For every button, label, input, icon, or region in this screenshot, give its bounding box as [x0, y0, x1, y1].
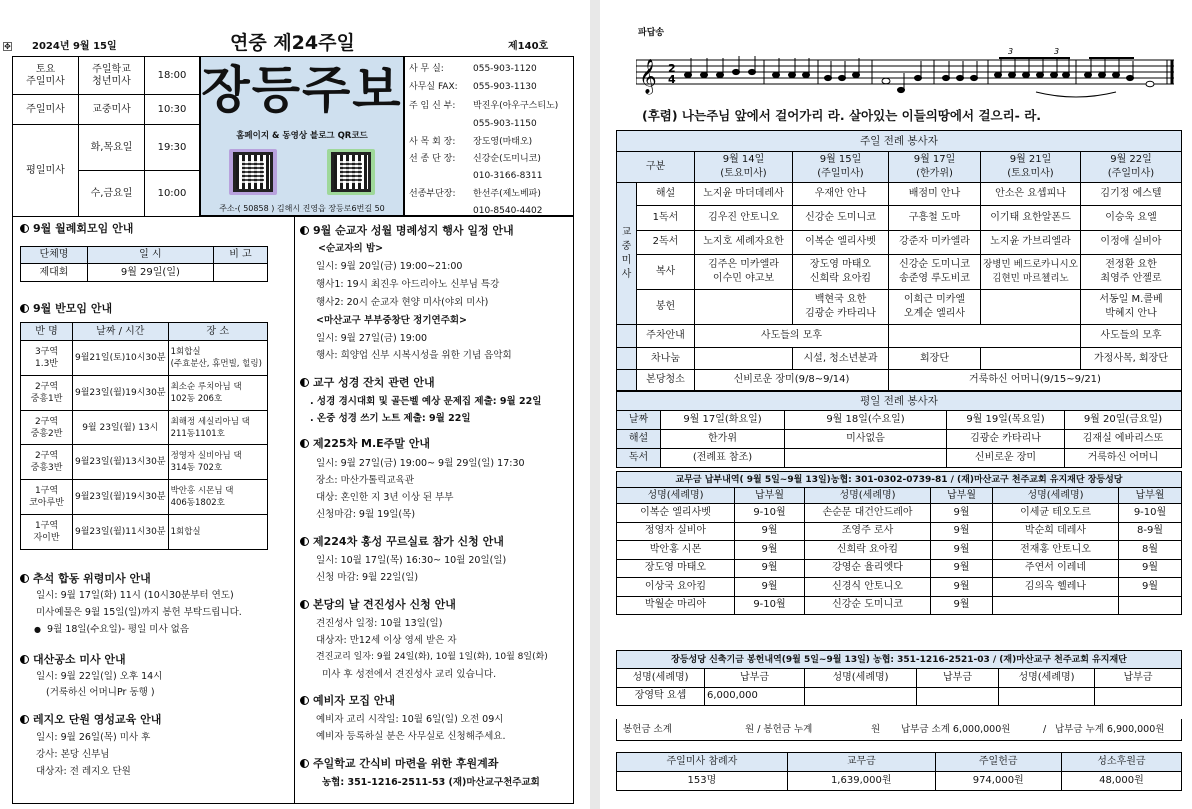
table-cell: 9월23일(월)11시30분 — [73, 515, 169, 550]
table-cell: 박안홍 시몬님 댁 406동1802호 — [168, 480, 267, 515]
section-title: 제225차 M.E주말 안내 — [300, 437, 430, 450]
table-cell: 제대회 — [21, 264, 88, 282]
table-header: 교무금 — [787, 753, 935, 772]
table-cell: 9월21일(토)10시30분 — [73, 341, 169, 376]
dues-cell: 8-9월 — [1119, 522, 1182, 541]
server-cell: 이희근 미카엘 오계순 엘리사 — [889, 290, 981, 325]
notice-line: 예비자 등록하실 분은 사무실로 신청해주세요. — [316, 731, 506, 742]
bullet-icon — [300, 759, 309, 768]
server-cell: 시설, 청소년분과 — [793, 347, 889, 370]
notice-line: 강사: 본당 신부님 — [36, 749, 110, 760]
bullet-icon — [300, 696, 309, 705]
dues-cell: 이세균 테오도르 — [993, 504, 1119, 523]
parish-address: 주소-( 50858 ) 김해시 진영읍 장등로6번길 50 — [219, 204, 385, 213]
server-cell: 한가위 — [661, 430, 785, 449]
mass-cell: 토요 주일미사 — [13, 57, 79, 95]
summary-text: 납부금 누계 6,900,000원 — [1055, 724, 1165, 735]
contact-value: 장도영(마태오) — [473, 137, 533, 147]
dues-cell: 김의옥 헬레나 — [993, 578, 1119, 597]
date-header: 9월 15일 (주일미사) — [793, 151, 889, 183]
fund-cell — [999, 687, 1095, 705]
mass-time: 19:30 — [145, 125, 200, 171]
mass-side-label: 교 중 미 사 — [617, 183, 637, 325]
date-header: 9월 21일 (토요미사) — [981, 151, 1081, 183]
dues-cell: 9월 — [735, 578, 805, 597]
contact-value: 010-3166-8311 — [473, 171, 543, 181]
role-label: 독서 — [617, 449, 661, 468]
issue-number: 제140호 — [508, 41, 549, 52]
server-cell: 신강순 도미니코 — [793, 205, 889, 230]
server-cell: 9월 17일(화요일) — [661, 411, 785, 430]
dues-cell: 이복순 엘리사벳 — [617, 504, 735, 523]
table-cell: 9월23일(월)19시30분 — [73, 480, 169, 515]
contact-value: 박진우(아우구스티노) — [473, 101, 559, 111]
role-label: 해설 — [617, 430, 661, 449]
date-header: 9월 22일 (주일미사) — [1081, 151, 1182, 183]
table-title: 평일 전례 봉사자 — [617, 392, 1182, 411]
right-page — [600, 0, 1192, 809]
section-title: 레지오 단원 영성교육 안내 — [20, 713, 161, 726]
server-cell: 신비로운 장미 — [947, 449, 1065, 468]
server-cell: 9월 20일(금요일) — [1065, 411, 1182, 430]
table-cell: 3구역 1.3반 — [21, 341, 73, 376]
notice-line: . 성경 경시대회 및 골든벨 예상 문제집 제출: 9월 22일 — [310, 396, 542, 407]
dues-cell: 9-10월 — [735, 504, 805, 523]
role-label: 복사 — [637, 255, 695, 290]
server-cell: 9월 19일(목요일) — [947, 411, 1065, 430]
dues-cell: 9월 — [931, 504, 993, 523]
server-cell — [981, 290, 1081, 325]
server-cell: 가정사목, 회장단 — [1081, 347, 1182, 370]
contact-value: 한선주(제노베파) — [473, 189, 541, 199]
section-title: 본당의 날 견진성사 신청 안내 — [300, 598, 456, 611]
server-cell: 미사없음 — [785, 430, 947, 449]
server-cell: 김광순 카타리나 — [947, 430, 1065, 449]
table-header: 납부월 — [735, 488, 805, 504]
homepage-qr-code[interactable] — [229, 149, 277, 195]
left-page — [0, 0, 590, 809]
role-label: 주차안내 — [637, 325, 695, 348]
summary-text: 납부금 소계 6,000,000원 — [901, 724, 1011, 735]
server-cell: 이승욱 요엘 — [1081, 205, 1182, 230]
dues-cell: 9월 — [735, 522, 805, 541]
table-header: 주일헌금 — [935, 753, 1061, 772]
liturgical-week: 연중 제24주일 — [230, 32, 355, 54]
move-handle-icon[interactable]: ✥ — [4, 42, 11, 51]
summary-text: / — [1043, 724, 1047, 735]
contact-block — [404, 56, 574, 216]
contact-value: 신강순(도미니코) — [473, 154, 541, 164]
bullet-icon — [300, 600, 309, 609]
dues-cell: 9월 — [1119, 559, 1182, 578]
dues-cell: 9월 — [1119, 578, 1182, 597]
server-cell: 신강순 도미니코 송준영 루도비코 — [889, 255, 981, 290]
table-header: 성명(세례명) — [805, 488, 931, 504]
notice-line: 미사 후 성전에서 견진성사 교리 있습니다. — [322, 669, 497, 680]
server-cell: 이기태 요한알폰드 — [981, 205, 1081, 230]
contact-label: 선종부단장: — [409, 189, 456, 199]
bulletin-title: 장등주보 — [201, 61, 403, 119]
section-title: 주일학교 간식비 마련을 위한 후원계좌 — [300, 757, 498, 770]
notice-line: 신청마감: 9월 19일(목) — [316, 509, 416, 520]
server-cell: 구흥철 도마 — [889, 205, 981, 230]
role-label: 날짜 — [617, 411, 661, 430]
contact-label: 주 임 신 부: — [409, 101, 456, 111]
notice-line: 장소: 마산가톨릭교육관 — [316, 475, 414, 486]
mass-cell: 수,금요일 — [79, 171, 145, 217]
dues-cell: 신경식 안토니오 — [805, 578, 931, 597]
role-label: 봉헌 — [637, 290, 695, 325]
dues-cell: 9월 — [735, 541, 805, 560]
server-cell: 거룩하신 어머니 — [1065, 449, 1182, 468]
summary-text: 원 / 봉헌금 누계 — [745, 724, 813, 735]
svg-text:4: 4 — [668, 73, 676, 86]
dues-cell: 9월 — [931, 578, 993, 597]
section-title: 제224차 홍성 꾸르실료 참가 신청 안내 — [300, 535, 504, 548]
table-header: 비 고 — [213, 247, 267, 264]
bullet-icon — [300, 537, 309, 546]
bullet-icon — [300, 439, 309, 448]
treble-clef-icon: 𝄞 — [639, 59, 657, 94]
table-title: 주일 전례 봉사자 — [617, 131, 1182, 152]
server-cell: 노지윤 마더데레사 — [695, 183, 793, 206]
server-cell: 사도들의 모후 — [1081, 325, 1182, 348]
notice-line: <마산교구 부부중창단 정기연주회> — [316, 315, 468, 326]
notice-line: ● 9월 18일(수요일)- 평일 미사 없음 — [34, 624, 190, 635]
mass-schedule-table — [12, 56, 200, 217]
role-label: 본당청소 — [637, 370, 695, 391]
building-fund-table — [616, 650, 1182, 706]
table-cell: 최소순 루치아님 댁 102동 206호 — [168, 375, 267, 410]
table-cell: 1회합실 (주효분산, 휴먼빌, 힐링) — [168, 341, 267, 376]
server-cell: 이정애 실비아 — [1081, 230, 1182, 255]
dues-cell — [1119, 596, 1182, 615]
total-value: 974,000원 — [935, 772, 1061, 791]
dues-cell: 주연서 이레네 — [993, 559, 1119, 578]
table-header: 일 시 — [87, 247, 213, 264]
dues-cell: 조영주 로사 — [805, 522, 931, 541]
notice-line: 일시: 10월 17일(목) 16:30~ 10월 20일(일) — [316, 555, 507, 566]
date-header: 9월 14일 (토요미사) — [695, 151, 793, 183]
table-header: 반 명 — [21, 323, 73, 341]
contact-label: 사무실 FAX: — [409, 82, 458, 92]
server-cell: 김재실 에바리스또 — [1065, 430, 1182, 449]
fund-cell: 6,000,000 — [705, 687, 805, 705]
server-cell: (전례표 참조) — [661, 449, 785, 468]
notice-line: (거룩하신 어머니Pr 동행 ) — [46, 687, 155, 698]
svg-text:3: 3 — [1054, 48, 1060, 56]
table-cell: 2구역 중흥1반 — [21, 375, 73, 410]
mass-time: 10:30 — [145, 95, 200, 125]
table-header: 납부금 — [705, 669, 805, 687]
notice-line: 일시: 9월 27일(금) 19:00~ 9월 29일(일) 17:30 — [316, 458, 525, 469]
dues-cell: 신희락 요아킴 — [805, 541, 931, 560]
server-cell: 신비로운 장미(9/8~9/14) — [695, 370, 889, 391]
bullet-icon — [300, 226, 309, 235]
role-label: 1독서 — [637, 205, 695, 230]
section-title: 9월 순교자 성월 명례성지 행사 일정 안내 — [300, 224, 514, 237]
notice-line: 견진교리 일자: 9월 24일(화), 10월 1일(화), 10월 8일(화) — [316, 652, 548, 662]
notice-line: . 온중 성경 쓰기 노트 제출: 9월 22일 — [310, 413, 471, 424]
table-header: 성명(세례명) — [617, 488, 735, 504]
table-header: 납부금 — [1095, 669, 1182, 687]
qr-label: 홈페이지 & 동영상 블로그 QR코드 — [236, 131, 368, 141]
contact-label: 선 종 단 장: — [409, 154, 456, 164]
table-header: 성명(세례명) — [999, 669, 1095, 687]
mass-time: 18:00 — [145, 57, 200, 95]
table-header: 장 소 — [168, 323, 267, 341]
table-header: 성명(세례명) — [617, 669, 705, 687]
fund-cell — [1095, 687, 1182, 705]
notice-line: 일시: 9월 17일(화) 11시 (10시30분부터 연도) — [36, 590, 234, 601]
bullet-icon — [300, 378, 309, 387]
notes — [685, 56, 1155, 97]
server-cell: 김우진 안토니오 — [695, 205, 793, 230]
section-title: 9월 반모임 안내 — [20, 302, 112, 315]
sunday-servers-table — [616, 130, 1182, 391]
server-cell: 김주은 미카엘라 이수민 야고보 — [695, 255, 793, 290]
mass-cell: 주일학교 청년미사 — [79, 57, 145, 95]
mass-cell: 화,목요일 — [79, 125, 145, 171]
server-cell — [785, 449, 947, 468]
mass-cell: 주일미사 — [13, 95, 79, 125]
table-header: 날짜 / 시간 — [73, 323, 169, 341]
role-label: 2독서 — [637, 230, 695, 255]
table-header: 납부금 — [917, 669, 999, 687]
fund-cell: 장영탁 요셉 — [617, 687, 705, 705]
dues-cell: 손순문 대건안드레아 — [805, 504, 931, 523]
bullet-icon — [20, 304, 29, 313]
issue-date: 2024년 9월 15일 — [32, 41, 117, 52]
notice-line: 일시: 9월 26일(목) 미사 후 — [36, 732, 151, 743]
dues-cell: 9-10월 — [735, 596, 805, 615]
section-title: 9월 월례회모임 안내 — [20, 222, 133, 235]
server-cell: 노지윤 가브리엘라 — [981, 230, 1081, 255]
table-header: 성소후원금 — [1061, 753, 1181, 772]
dues-cell: 9월 — [931, 541, 993, 560]
dues-cell: 9월 — [931, 522, 993, 541]
server-cell: 노지호 세례자요한 — [695, 230, 793, 255]
server-cell — [695, 290, 793, 325]
totals-table — [616, 752, 1182, 791]
total-value: 153명 — [617, 772, 788, 791]
contact-value: 010-8540-4402 — [473, 206, 543, 216]
fund-summary — [616, 719, 1182, 741]
dues-cell: 정영자 실비아 — [617, 522, 735, 541]
server-cell: 사도들의 모후 — [695, 325, 889, 348]
mass-time: 10:00 — [145, 171, 200, 217]
notice-line: 견진성사 일정: 10월 13일(일) — [316, 618, 443, 629]
server-cell: 우재안 안나 — [793, 183, 889, 206]
notice-line: 행사1: 19시 최진우 아드리아노 신부님 특강 — [316, 279, 500, 290]
server-cell: 배점미 안나 — [889, 183, 981, 206]
server-cell: 전정환 요한 최영주 안젤로 — [1081, 255, 1182, 290]
notice-line: 미사예물은 9월 15일(일)까지 봉헌 부탁드립니다. — [36, 607, 242, 618]
notice-line: 일시: 9월 20일(금) 19:00~21:00 — [316, 261, 463, 272]
server-cell: 9월 18일(수요일) — [785, 411, 947, 430]
notice-line: 농협: 351-1216-2511-53 (재)마산교구천주교회 — [322, 777, 540, 788]
dues-cell: 박안홍 시몬 — [617, 541, 735, 560]
table-header: 납부월 — [931, 488, 993, 504]
mass-cell: 평일미사 — [13, 125, 79, 217]
dues-cell: 9-10월 — [1119, 504, 1182, 523]
table-cell: 9월23일(월)13시30분 — [73, 445, 169, 480]
role-label: 차나눔 — [637, 347, 695, 370]
notice-line: 예비자 교리 시작일: 10월 6일(일) 오전 09시 — [316, 714, 504, 725]
server-cell: 백현국 요한 김광순 카타리나 — [793, 290, 889, 325]
dues-cell: 박순희 데레사 — [993, 522, 1119, 541]
server-cell: 장병민 베드로카니시오 김현민 마르첼리노 — [981, 255, 1081, 290]
notice-line: 대상자: 전 레지오 단원 — [36, 766, 131, 777]
bullet-icon — [20, 574, 29, 583]
notice-line: 대상: 혼인한 지 3년 이상 된 부부 — [316, 492, 454, 503]
server-cell: 장도영 마태오 신희락 요아킴 — [793, 255, 889, 290]
server-cell: 안소은 요셉피나 — [981, 183, 1081, 206]
weekday-servers-table — [616, 391, 1182, 468]
dues-cell: 9월 — [735, 559, 805, 578]
bullet-icon — [20, 224, 29, 233]
notice-line: <순교자의 밤> — [318, 243, 384, 254]
bullet-icon — [20, 655, 29, 664]
fund-cell — [917, 687, 999, 705]
svg-text:2: 2 — [668, 62, 676, 75]
notice-line: 대상자: 만12세 이상 영세 받은 자 — [316, 635, 457, 646]
table-cell: 2구역 중흥2반 — [21, 410, 73, 445]
server-cell: 서동일 M.콜베 박혜지 안나 — [1081, 290, 1182, 325]
contact-label: 사 목 회 장: — [409, 137, 456, 147]
table-cell: 최해정 세실리아님 댁 211동1101호 — [168, 410, 267, 445]
fund-cell — [805, 687, 917, 705]
mass-cell: 교중미사 — [79, 95, 145, 125]
table-header: 납부월 — [1119, 488, 1182, 504]
server-cell: 강준자 미카엘라 — [889, 230, 981, 255]
server-cell: 회장단 — [889, 347, 981, 370]
table-cell: 9월 23일(월) 13시 — [73, 410, 169, 445]
dues-cell: 9월 — [931, 596, 993, 615]
table-cell: 9월 29일(일) — [87, 264, 213, 282]
column-divider — [294, 216, 295, 804]
contact-value: 055-903-1130 — [473, 82, 537, 92]
notice-line: 일시: 9월 22일(일) 오후 14시 — [36, 671, 163, 682]
server-cell: 거룩하신 어머니(9/15~9/21) — [889, 370, 1182, 391]
table-cell: 9월23일(월)19시30분 — [73, 375, 169, 410]
dues-cell: 박월순 마리아 — [617, 596, 735, 615]
section-title: 예비자 모집 안내 — [300, 694, 395, 707]
blog-qr-code[interactable] — [327, 149, 375, 195]
section-title: 교구 성경 잔치 관련 안내 — [300, 376, 435, 389]
dues-cell: 장도영 마태오 — [617, 559, 735, 578]
role-label: 해설 — [637, 183, 695, 206]
bullet-icon — [20, 715, 29, 724]
dues-cell: 8월 — [1119, 541, 1182, 560]
server-cell: 이복순 엘리사벳 — [793, 230, 889, 255]
contact-value: 055-903-1120 — [473, 64, 537, 74]
date-header: 9월 17일 (한가위) — [889, 151, 981, 183]
section-title: 대산공소 미사 안내 — [20, 653, 126, 666]
psalm-lyrics: (후렴) 나는주님 앞에서 걸어가리 라. 살아있는 이들의땅에서 걸으리- 라. — [642, 108, 1042, 123]
table-cell: 1구역 코아루반 — [21, 480, 73, 515]
table-cell: 2구역 중흥3반 — [21, 445, 73, 480]
table-cell: 1구역 자이반 — [21, 515, 73, 550]
table-header: 구분 — [617, 151, 695, 183]
total-value: 48,000원 — [1061, 772, 1181, 791]
table-header: 주일미사 참례자 — [617, 753, 788, 772]
table-cell: 1회합실 — [168, 515, 267, 550]
psalm-label: 파답송 — [638, 28, 665, 38]
dues-table — [616, 471, 1182, 615]
section-title: 추석 합동 위령미사 안내 — [20, 572, 151, 585]
contact-label: 사 무 실: — [409, 64, 444, 74]
dues-cell: 9월 — [931, 559, 993, 578]
table-header: 성명(세례명) — [993, 488, 1119, 504]
table-cell: 정영자 실비아님 댁 314동 702호 — [168, 445, 267, 480]
contact-value: 055-903-1150 — [473, 119, 537, 129]
dues-cell: 전재홍 안토니오 — [993, 541, 1119, 560]
monthly-meeting-table — [20, 246, 268, 282]
table-cell — [213, 264, 267, 282]
notice-line: 행사2: 20시 순교자 현양 미사(야외 미사) — [316, 297, 489, 308]
summary-text: 원 — [871, 724, 881, 735]
dues-cell: 강영순 율리엣다 — [805, 559, 931, 578]
summary-text: 봉헌금 소계 — [623, 724, 672, 735]
music-staff — [636, 48, 1176, 104]
dues-cell: 이상국 요아킴 — [617, 578, 735, 597]
ban-meeting-table — [20, 322, 268, 550]
svg-text:3: 3 — [1008, 48, 1014, 56]
dues-cell — [993, 596, 1119, 615]
table-title: 교무금 납부내역( 9월 5일~9월 13일)농협: 301-0302-0739-81 / (재)마산교구 천주교회 유지재단 장등성당 — [617, 472, 1182, 488]
dues-cell: 신강순 도미니코 — [805, 596, 931, 615]
notice-line: 신청 마감: 9월 22일(일) — [316, 572, 419, 583]
total-value: 1,639,000원 — [787, 772, 935, 791]
table-header: 성명(세례명) — [805, 669, 917, 687]
notice-line: 일시: 9월 27일(금) 19:00 — [316, 333, 428, 344]
table-header: 단체명 — [21, 247, 88, 264]
notice-line: 행사: 희양업 신부 시복시성을 위한 기념 음악회 — [316, 350, 512, 361]
table-title: 장등성당 신축기금 봉헌내역(9월 5일~9월 13일) 농협: 351-1216-2521-03 / (재)마산교구 천주교회 유지재단 — [617, 651, 1182, 669]
server-cell: 김기정 에스텔 — [1081, 183, 1182, 206]
logo-block — [200, 56, 404, 216]
